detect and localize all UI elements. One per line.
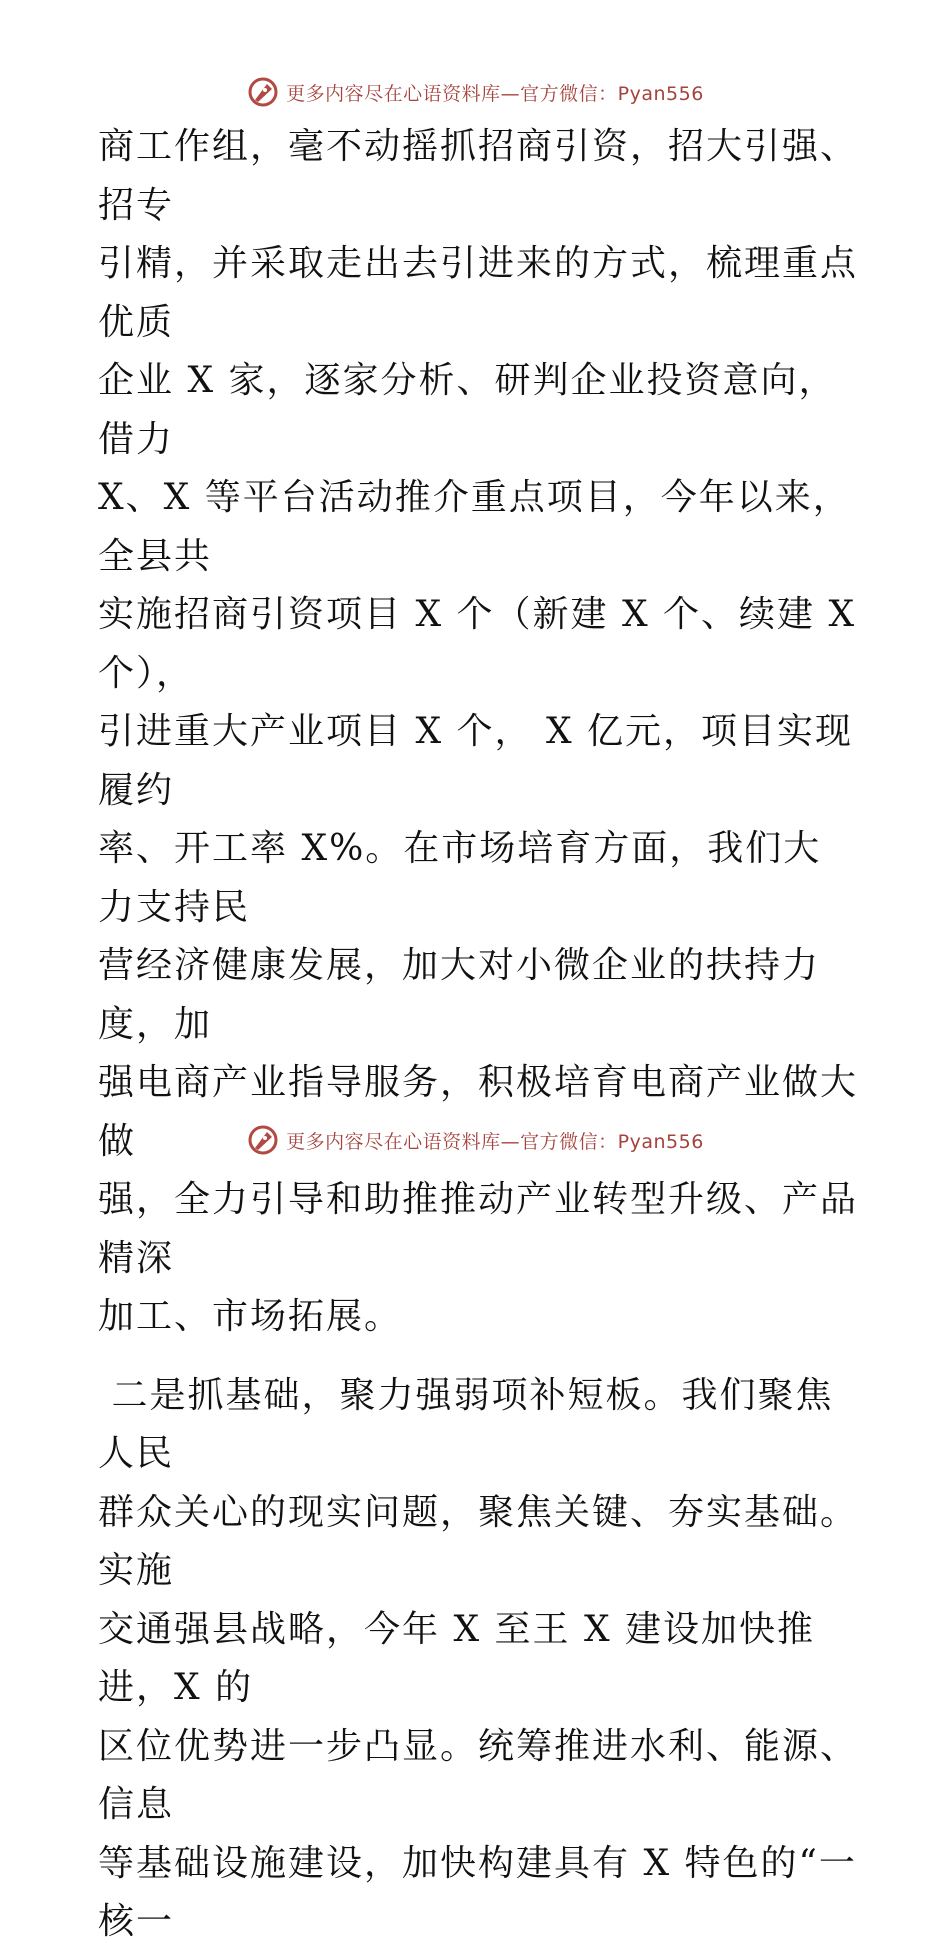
watermark-text: 更多内容尽在心语资料库—官方微信：Pyan556 [286, 1130, 704, 1153]
header-watermark [0, 72, 950, 112]
pen-nib-logo-icon [246, 75, 280, 109]
paragraph-2: 二是抓基础，聚力强弱项补短板。我们聚焦人民 群众关心的现实问题，聚焦关键、夯实基础。实施 交通强县战略，今年 X 至王 X 建设加快推进，X 的 区位优势进一步凸显。统筹推进水利、能源、信息 等基础设施建设，加快构建具有 X 特色的“一核一 [98, 1374, 859, 1942]
paragraph-1: 商工作组，毫不动摇抓招商引资，招大引强、招专 引精，并采取走出去引进来的方式，梳理重点优质 企业 X 家，逐家分析、研判企业投资意向，借力 X、X 等平台活动推介重点项目，今年以来，全县共 实施招商引资项目 X 个（新建 X 个、续建 X 个）， 引进重大产业项目 X 个， X 亿元，项目实现履约 率、开工率 X%。在市场培育方面，我们大力支持民 营经济健康发展，加大对小微企业的扶持力度，加 强电商产业指导服务，积极培育电商产业做大做 强，全力引导和助推推动产业转型升级、产品精深 加工、市场拓展。 [98, 126, 859, 1337]
pen-nib-logo-icon [246, 1123, 280, 1157]
watermark-text: 更多内容尽在心语资料库—官方微信：Pyan556 [286, 82, 704, 105]
footer-watermark [0, 1120, 950, 1160]
document-body [98, 118, 858, 1952]
